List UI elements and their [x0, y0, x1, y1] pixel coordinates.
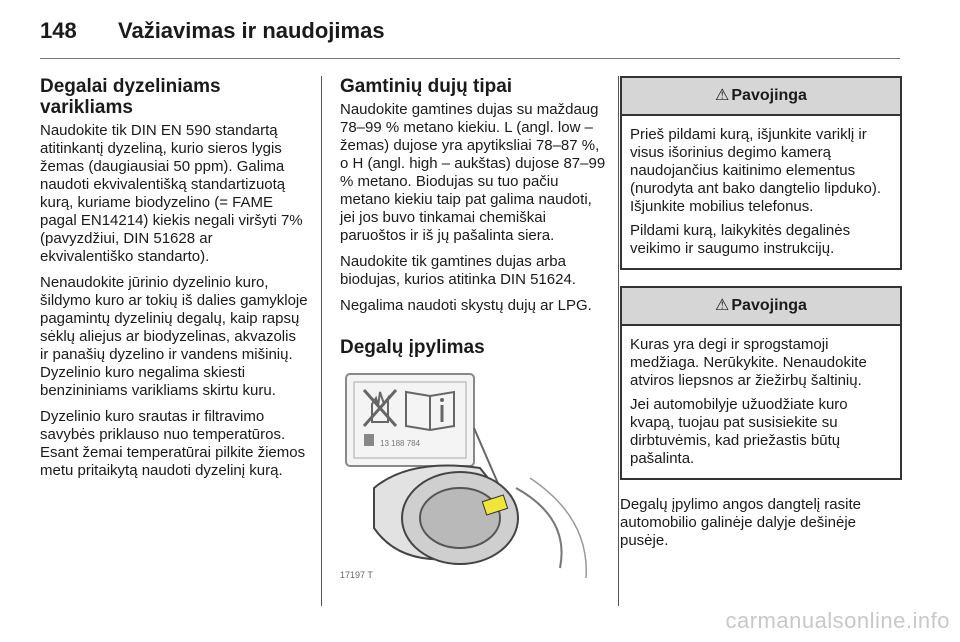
figure-label: 13 188 784 — [380, 439, 421, 448]
warning-header — [622, 78, 900, 116]
paragraph: Kuras yra degi ir sprogstamoji medžiaga. Nerūkykite. Nenaudokite atviros liepsnos ar žiežirbų šaltinių. — [630, 336, 867, 389]
page-title: Važiavimas ir naudojimas — [118, 18, 385, 43]
header-rule — [40, 58, 900, 59]
paragraph: Dyzelinio kuro srautas ir filtravimo savybės priklauso nuo temperatūros. Esant žemai temperatūrai pilkite žiemos metu pritaikytą naudoti dyzelinį kurą. — [40, 408, 306, 479]
paragraph: Jei automobilyje užuodžiate kuro kvapą, tuojau pat susisiekite su dirbtuvėmis, kad priežastis būtų pašalinta. — [630, 396, 848, 467]
watermark: carmanualsonline.info — [725, 608, 950, 633]
warning-triangle-icon: ⚠ — [715, 87, 730, 104]
column-divider — [618, 76, 619, 606]
warning-body — [622, 116, 900, 268]
section-heading-refuelling: Degalų įpylimas — [340, 337, 485, 358]
section-heading-gas-types: Gamtinių dujų tipai — [340, 76, 513, 97]
warning-body — [622, 326, 900, 478]
page-header — [40, 18, 900, 54]
fuel-door-figure — [340, 368, 602, 586]
warning-triangle-icon: ⚠ — [715, 297, 730, 314]
paragraph: Prieš pildami kurą, išjunkite variklį ir visus išorinius degimo kamerą naudojančius kaitinimo elementus (nurodyta ant bako dangtelio lipduko). Išjunkite mobilius telefonus. — [630, 126, 882, 215]
column-natural-gas — [340, 76, 608, 586]
column-warnings — [620, 76, 902, 558]
column-diesel — [40, 76, 308, 488]
section-heading-diesel: Degalai dyzeliniams varikliams — [40, 76, 221, 118]
warning-box — [620, 286, 902, 480]
paragraph: Negalima naudoti skystų dujų ar LPG. — [340, 297, 592, 314]
column-divider — [321, 76, 322, 606]
paragraph: Naudokite tik gamtines dujas arba biodujas, kurios atitinka DIN 51624. — [340, 253, 576, 288]
paragraph: Pildami kurą, laikykitės degalinės veikimo ir saugumo instrukcijų. — [630, 222, 851, 257]
paragraph: Naudokite gamtines dujas su maždaug 78–99 % metano kiekiu. L (angl. low – žemas) dujose yra apytiksliai 78–87 %, o H (angl. high – aukštas) dujose 87–99 % metano. Biodujas su tuo pačiu metano kiekiu taip pat galima naudoti, jei jos buvo tinkamai chemiškai paruoštos ir iš jų pašalinta siera. — [340, 101, 606, 244]
fuel-door-icon — [340, 368, 602, 586]
warning-title: Pavojinga — [731, 297, 807, 314]
warning-box — [620, 76, 902, 270]
warning-header — [622, 288, 900, 326]
paragraph: Nenaudokite jūrinio dyzelinio kuro, šildymo kuro ar tokių iš dalies gamykloje pagamintų dyzelinių degalų, kaip rapsų sėklų aliejus ar biodyzelinas, akvazolis ir panašių dyzelino ir vandens mišinių. Dyzelinio kuro negalima skiesti benzininiams varikliams skirtu kuru. — [40, 274, 308, 399]
fuel-door-location-text: Degalų įpylimo angos dangtelį rasite automobilio galinėje dalyje dešinėje pusėje. — [620, 496, 861, 549]
page-number: 148 — [40, 18, 77, 43]
warning-title: Pavojinga — [731, 87, 807, 104]
figure-number: 17197 T — [340, 570, 373, 580]
paragraph: Naudokite tik DIN EN 590 standartą atitinkantį dyzeliną, kurio sieros lygis žemas (daugiausiai 50 ppm). Galima naudoti ekvivalentišką standartizuotą kurą, kuriame biodyzelino (= FAME pagal EN14214) kiekis negali viršyti 7% (pavyzdžiui, DIN 51628 ar ekvivalentiško standarto). — [40, 122, 303, 265]
